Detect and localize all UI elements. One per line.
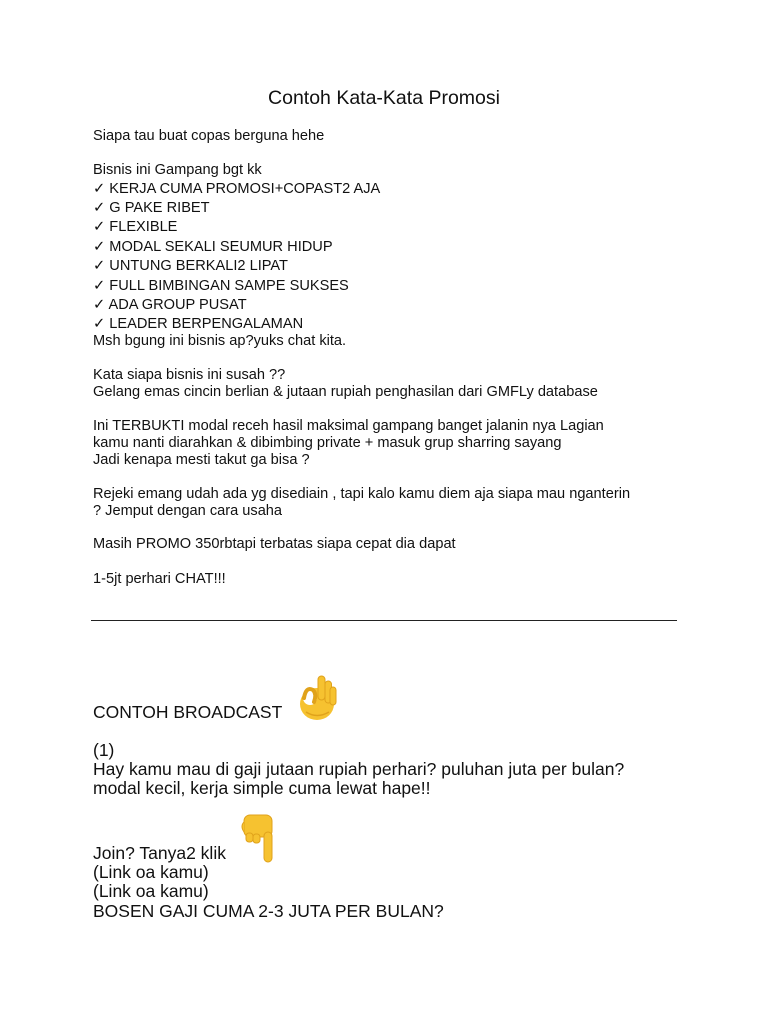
broadcast-line: Hay kamu mau di gaji jutaan rupiah perhari? puluhan juta per bulan?	[93, 759, 625, 779]
paragraph-line: Gelang emas cincin berlian & jutaan rupiah penghasilan dari GMFLy database	[93, 384, 598, 400]
paragraph-line: kamu nanti diarahkan & dibimbing private + masuk grup sharring sayang	[93, 435, 562, 451]
document-title: Contoh Kata-Kata Promosi	[268, 87, 500, 109]
paragraph-line: Rejeki emang udah ada yg disediain , tapi kalo kamu diem aja siapa mau nganterin	[93, 486, 631, 502]
ok-hand-icon	[296, 672, 338, 722]
join-text: Join? Tanya2 klik	[93, 843, 226, 863]
paragraph-line: ? Jemput dengan cara usaha	[93, 503, 283, 519]
checklist-item: ✓ MODAL SEKALI SEUMUR HIDUP	[93, 239, 333, 255]
checklist-item: ✓ LEADER BERPENGALAMAN	[93, 316, 304, 332]
paragraph-line: Masih PROMO 350rbtapi terbatas siapa cepat dia dapat	[93, 536, 456, 552]
link-placeholder: (Link oa kamu)	[93, 862, 209, 882]
checklist-item: ✓ FLEXIBLE	[93, 219, 178, 235]
checklist-item: ✓ G PAKE RIBET	[93, 200, 210, 216]
checklist-item: ✓ ADA GROUP PUSAT	[93, 297, 247, 313]
broadcast-line: modal kecil, kerja simple cuma lewat hape!!	[93, 778, 431, 798]
broadcast-heading: CONTOH BROADCAST	[93, 702, 283, 722]
checklist-item: ✓ KERJA CUMA PROMOSI+COPAST2 AJA	[93, 181, 381, 197]
intro-text: Siapa tau buat copas berguna hehe	[93, 128, 325, 144]
list-heading: Bisnis ini Gampang bgt kk	[93, 162, 262, 178]
checklist-item: ✓ UNTUNG BERKALI2 LIPAT	[93, 258, 288, 274]
broadcast-number: (1)	[93, 740, 115, 760]
paragraph-line: 1-5jt perhari CHAT!!!	[93, 571, 226, 587]
paragraph-line: Ini TERBUKTI modal receh hasil maksimal gampang banget jalanin nya Lagian	[93, 418, 604, 434]
paragraph-line: Jadi kenapa mesti takut ga bisa ?	[93, 452, 310, 468]
checklist-item: ✓ FULL BIMBINGAN SAMPE SUKSES	[93, 278, 349, 294]
link-placeholder: (Link oa kamu)	[93, 881, 209, 901]
broadcast-closing: BOSEN GAJI CUMA 2-3 JUTA PER BULAN?	[93, 901, 444, 921]
after-list-text: Msh bgung ini bisnis ap?yuks chat kita.	[93, 333, 347, 349]
horizontal-divider	[91, 620, 677, 621]
paragraph-line: Kata siapa bisnis ini susah ??	[93, 367, 286, 383]
pointing-down-icon	[240, 812, 280, 864]
